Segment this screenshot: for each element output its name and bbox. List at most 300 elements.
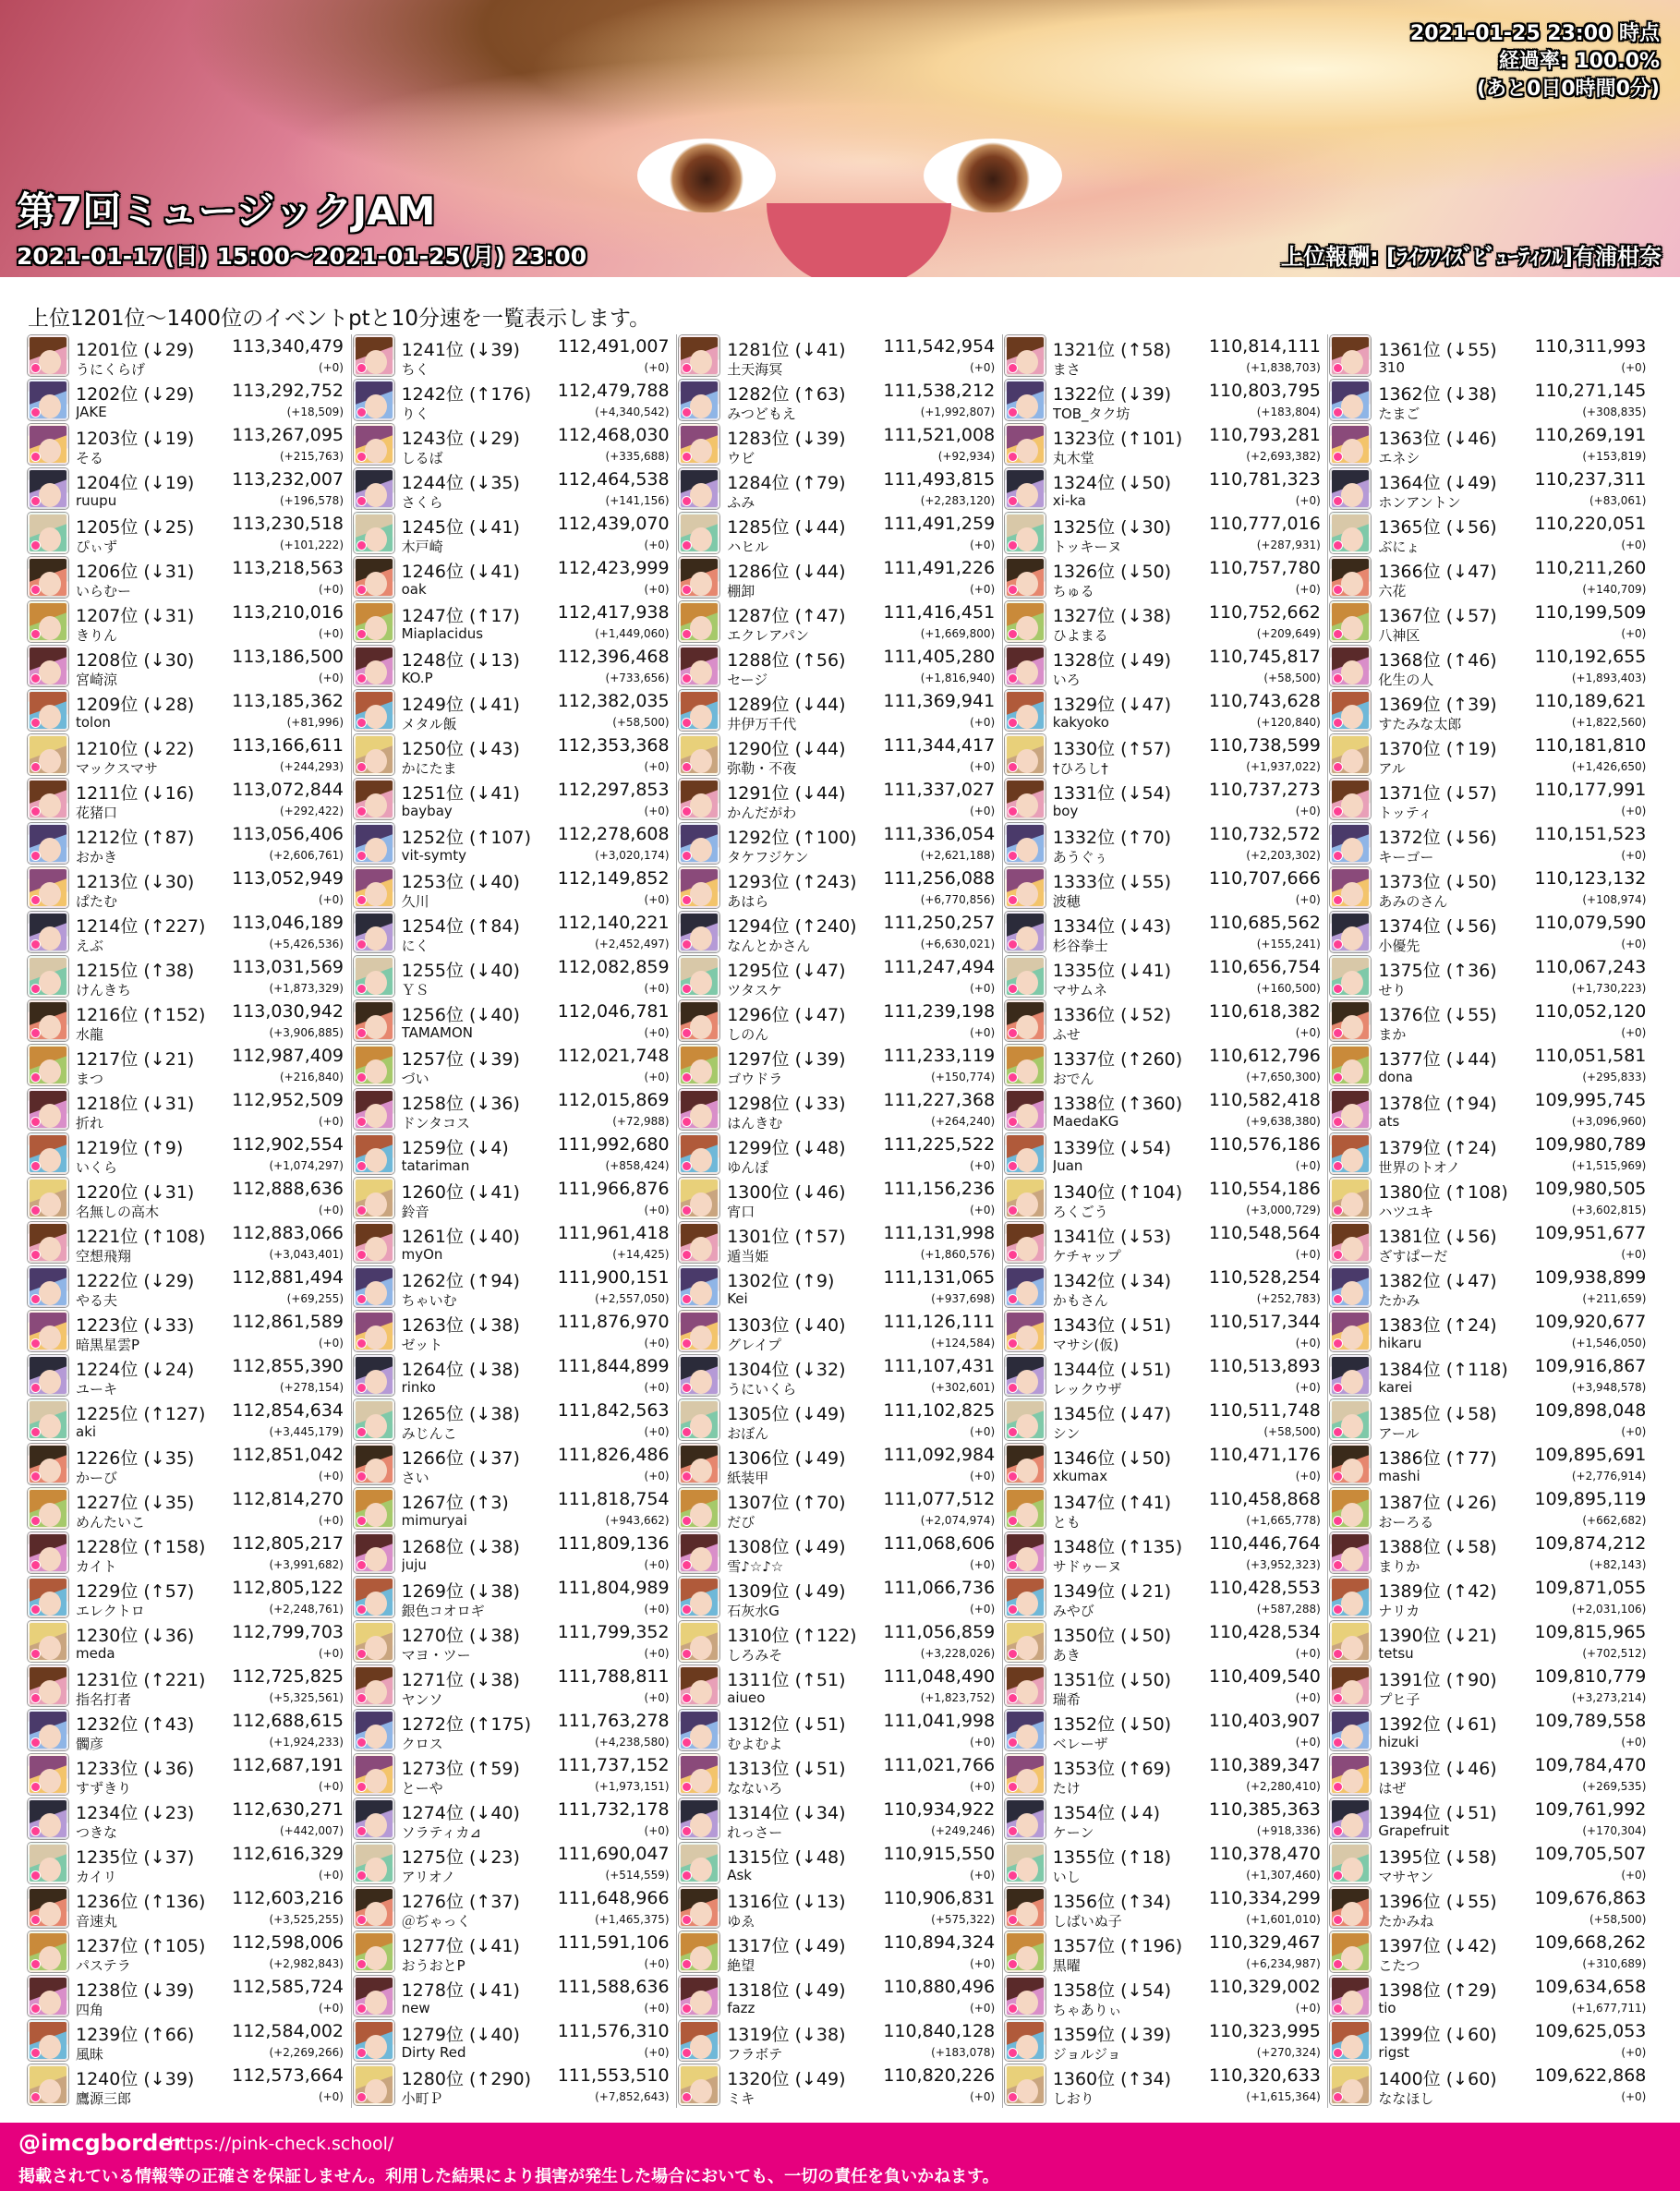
ten-minute-speed: (+0) — [970, 1425, 996, 1438]
portrait-face — [1341, 1237, 1363, 1261]
player-name: おぼん — [727, 1425, 769, 1442]
ranking-row — [1328, 2019, 1653, 2064]
portrait-face — [1341, 1547, 1363, 1571]
portrait-face — [365, 838, 387, 862]
attribute-badge-icon — [30, 895, 41, 905]
attribute-badge-icon — [357, 1072, 367, 1083]
player-name: みやび — [1052, 1603, 1094, 1619]
event-points: 113,072,844 — [232, 780, 344, 800]
attribute-badge-icon — [30, 1383, 41, 1393]
idol-portrait-icon — [1330, 1887, 1371, 1928]
ranking-row — [1328, 556, 1653, 600]
ranking-row — [677, 1221, 1002, 1265]
attribute-badge-icon — [1333, 496, 1343, 506]
rank-label: 1213位 (↓30) — [76, 872, 195, 892]
idol-portrait-icon — [1005, 1843, 1045, 1883]
player-name: Kei — [727, 1290, 748, 1307]
ranking-row — [1328, 1931, 1653, 1975]
attribute-badge-icon — [1333, 1072, 1343, 1083]
ranking-row — [677, 1931, 1002, 1975]
portrait-face — [39, 660, 61, 684]
idol-portrait-icon — [354, 1266, 394, 1307]
portrait-face — [1016, 1902, 1038, 1926]
ten-minute-speed: (+1,822,560) — [1571, 716, 1647, 729]
event-points: 110,814,111 — [1208, 336, 1321, 357]
portrait-face — [1016, 1503, 1038, 1527]
attribute-badge-icon — [1333, 1205, 1343, 1216]
portrait-face — [39, 2079, 61, 2103]
portrait-face — [1341, 1281, 1363, 1305]
ten-minute-speed: (+153,819) — [1582, 450, 1647, 463]
idol-portrait-icon — [1330, 1222, 1371, 1263]
idol-portrait-icon — [1330, 1000, 1371, 1041]
rank-label: 1228位 (↑158) — [76, 1537, 206, 1557]
ten-minute-speed: (+252,783) — [1256, 1292, 1321, 1305]
attribute-badge-icon — [682, 1693, 692, 1703]
rank-label: 1398位 (↑29) — [1378, 1980, 1497, 2001]
ten-minute-speed: (+2,621,188) — [920, 849, 996, 862]
ten-minute-speed: (+587,288) — [1256, 1603, 1321, 1616]
ranking-row — [352, 2019, 677, 2064]
idol-portrait-icon — [28, 1621, 68, 1662]
rank-label: 1262位 (↑94) — [401, 1271, 520, 1291]
attribute-badge-icon — [1333, 1028, 1343, 1038]
ten-minute-speed: (+2,452,497) — [595, 938, 670, 950]
ranking-row — [352, 866, 677, 911]
ten-minute-speed: (+120,840) — [1256, 716, 1321, 729]
player-name: しるば — [401, 450, 443, 466]
portrait-face — [690, 1237, 712, 1261]
event-points: 111,961,418 — [557, 1223, 670, 1243]
portrait-face — [39, 926, 61, 950]
ranking-row — [1328, 1798, 1653, 1842]
portrait-face — [39, 749, 61, 773]
ranking-row — [26, 1753, 351, 1798]
rank-label: 1269位 (↓38) — [401, 1581, 520, 1602]
rank-label: 1218位 (↓31) — [76, 1094, 195, 1114]
rank-label: 1348位 (↑135) — [1052, 1537, 1183, 1557]
portrait-face — [1341, 527, 1363, 551]
event-points: 112,799,703 — [232, 1622, 344, 1642]
attribute-badge-icon — [1333, 1471, 1343, 1482]
rank-label: 1365位 (↓56) — [1378, 517, 1497, 538]
attribute-badge-icon — [682, 1427, 692, 1437]
ten-minute-speed: (+0) — [970, 1780, 996, 1793]
ten-minute-speed: (+0) — [1621, 2046, 1647, 2059]
idol-portrait-icon — [1330, 1045, 1371, 1085]
portrait-face — [365, 1725, 387, 1749]
ten-minute-speed: (+0) — [1295, 494, 1321, 507]
ranking-row — [352, 512, 677, 556]
idol-portrait-icon — [354, 1089, 394, 1130]
ranking-row — [1003, 1221, 1328, 1265]
event-points: 111,225,522 — [883, 1134, 996, 1155]
ten-minute-speed: (+858,424) — [605, 1159, 670, 1172]
ranking-row — [26, 1842, 351, 1886]
event-points: 109,938,899 — [1534, 1267, 1647, 1288]
top-reward: 上位報酬: [ﾗｲﾌﾜｲｽﾞﾋﾞｭｰﾃｨﾌﾙ]有浦柑奈 — [1281, 244, 1662, 270]
ten-minute-speed: (+2,776,914) — [1571, 1470, 1647, 1483]
portrait-face — [365, 394, 387, 418]
ranking-row — [352, 1664, 677, 1709]
idol-portrait-icon — [1330, 557, 1371, 598]
portrait-face — [1016, 1459, 1038, 1483]
idol-portrait-icon — [28, 1266, 68, 1307]
portrait-face — [365, 1281, 387, 1305]
ten-minute-speed: (+0) — [1621, 1248, 1647, 1261]
rank-label: 1400位 (↓60) — [1378, 2069, 1497, 2089]
attribute-badge-icon — [682, 1737, 692, 1748]
attribute-badge-icon — [682, 1649, 692, 1659]
idol-portrait-icon — [28, 601, 68, 642]
idol-portrait-icon — [1005, 646, 1045, 686]
attribute-badge-icon — [30, 1338, 41, 1349]
player-name: すずきり — [76, 1780, 132, 1797]
rank-label: 1250位 (↓43) — [401, 739, 520, 759]
player-name: ぱたむ — [76, 893, 118, 910]
event-points: 113,232,007 — [232, 469, 344, 490]
ranking-column — [351, 334, 677, 2108]
idol-portrait-icon — [679, 1045, 719, 1085]
rank-label: 1310位 (↑122) — [727, 1626, 857, 1646]
attribute-badge-icon — [30, 540, 41, 551]
idol-portrait-icon — [28, 646, 68, 686]
rank-label: 1377位 (↓44) — [1378, 1049, 1497, 1070]
rank-label: 1290位 (↓44) — [727, 739, 846, 759]
ten-minute-speed: (+1,515,969) — [1571, 1159, 1647, 1172]
attribute-badge-icon — [357, 629, 367, 639]
event-points: 109,705,507 — [1534, 1844, 1647, 1864]
ranking-row — [677, 1620, 1002, 1664]
rank-label: 1257位 (↓39) — [401, 1049, 520, 1070]
ranking-row — [352, 1310, 677, 1354]
player-name: ちゅる — [1052, 583, 1094, 599]
ranking-row — [26, 467, 351, 512]
rank-label: 1261位 (↓40) — [401, 1227, 520, 1247]
idol-portrait-icon — [28, 424, 68, 465]
portrait-face — [1341, 882, 1363, 906]
idol-portrait-icon — [679, 1178, 719, 1218]
event-points: 110,199,509 — [1534, 602, 1647, 623]
idol-portrait-icon — [1005, 2020, 1045, 2061]
rank-label: 1379位 (↑24) — [1378, 1138, 1497, 1158]
event-points: 110,311,993 — [1534, 336, 1647, 357]
ten-minute-speed: (+0) — [318, 2002, 344, 2015]
idol-portrait-icon — [679, 646, 719, 686]
portrait-face — [690, 926, 712, 950]
ranking-row — [352, 556, 677, 600]
event-points: 111,576,310 — [557, 2021, 670, 2041]
ranking-row — [26, 1709, 351, 1753]
ranking-row — [1003, 600, 1328, 645]
rank-label: 1316位 (↓13) — [727, 1892, 846, 1912]
ten-minute-speed: (+1,937,022) — [1246, 760, 1321, 773]
ranking-row — [352, 1088, 677, 1132]
portrait-face — [1016, 749, 1038, 773]
event-points: 110,934,922 — [883, 1799, 996, 1820]
ranking-row — [1328, 423, 1653, 467]
portrait-face — [365, 1148, 387, 1172]
ranking-row — [26, 600, 351, 645]
portrait-face — [1016, 971, 1038, 995]
portrait-face — [1341, 1325, 1363, 1350]
portrait-face — [39, 838, 61, 862]
event-points: 110,409,540 — [1208, 1666, 1321, 1687]
rank-label: 1238位 (↓39) — [76, 1980, 195, 2001]
rank-label: 1390位 (↓21) — [1378, 1626, 1497, 1646]
idol-portrait-icon — [1330, 468, 1371, 509]
portrait-face — [39, 350, 61, 374]
player-name: メタル飯 — [401, 716, 457, 732]
ten-minute-speed: (+0) — [1621, 1736, 1647, 1749]
portrait-face — [365, 2035, 387, 2059]
portrait-face — [365, 1237, 387, 1261]
attribute-badge-icon — [682, 496, 692, 506]
ten-minute-speed: (+0) — [970, 1558, 996, 1571]
attribute-badge-icon — [30, 1959, 41, 1969]
ten-minute-speed: (+196,578) — [279, 494, 344, 507]
ten-minute-speed: (+295,833) — [1582, 1071, 1647, 1083]
idol-portrait-icon — [28, 734, 68, 775]
ranking-row — [352, 1709, 677, 1753]
attribute-badge-icon — [1333, 1959, 1343, 1969]
player-name: dona — [1378, 1069, 1413, 1085]
rank-label: 1352位 (↓50) — [1052, 1714, 1172, 1735]
player-name: あうぐぅ — [1052, 849, 1108, 866]
ten-minute-speed: (+2,248,761) — [269, 1603, 344, 1616]
site-url[interactable]: https://pink-check.school/ — [168, 2134, 394, 2154]
rank-label: 1323位 (↑101) — [1052, 429, 1183, 449]
attribute-badge-icon — [1008, 452, 1018, 462]
player-name: たかみ — [1378, 1292, 1420, 1309]
attribute-badge-icon — [30, 1427, 41, 1437]
player-name: しおり — [1052, 2090, 1094, 2107]
player-name: 小町Ｐ — [401, 2090, 443, 2107]
ten-minute-speed: (+0) — [644, 1204, 670, 1217]
player-name: マサシ(仮) — [1052, 1337, 1119, 1353]
idol-portrait-icon — [1330, 1488, 1371, 1529]
ten-minute-speed: (+0) — [970, 1204, 996, 1217]
player-name: 石灰水G — [727, 1603, 780, 1619]
attribute-badge-icon — [1333, 673, 1343, 684]
event-points: 110,743,628 — [1208, 691, 1321, 711]
ranking-row — [26, 1620, 351, 1664]
attribute-badge-icon — [30, 2048, 41, 2058]
player-name: ちく — [401, 361, 429, 378]
ten-minute-speed: (+1,860,576) — [920, 1248, 996, 1261]
portrait-face — [1016, 1636, 1038, 1660]
rank-label: 1313位 (↓51) — [727, 1759, 846, 1779]
event-points: 110,052,120 — [1534, 1001, 1647, 1022]
event-points: 111,247,494 — [883, 957, 996, 977]
portrait-face — [39, 1325, 61, 1350]
event-points: 110,685,562 — [1208, 913, 1321, 933]
ranking-row — [677, 1487, 1002, 1531]
ten-minute-speed: (+1,838,703) — [1246, 361, 1321, 374]
ten-minute-speed: (+0) — [318, 893, 344, 906]
ten-minute-speed: (+0) — [970, 760, 996, 773]
attribute-badge-icon — [357, 1205, 367, 1216]
player-name: 鷹源三郎 — [76, 2090, 132, 2107]
event-points: 110,554,186 — [1208, 1179, 1321, 1199]
ten-minute-speed: (+1,546,050) — [1571, 1337, 1647, 1350]
ranking-row — [26, 733, 351, 778]
event-points: 109,871,055 — [1534, 1578, 1647, 1598]
ten-minute-speed: (+0) — [1295, 1470, 1321, 1483]
player-name: いくら — [76, 1159, 118, 1176]
event-points: 111,256,088 — [883, 868, 996, 889]
rank-label: 1270位 (↓38) — [401, 1626, 520, 1646]
idol-portrait-icon — [28, 557, 68, 598]
player-name: 化生の人 — [1378, 672, 1434, 688]
attribute-badge-icon — [1008, 1737, 1018, 1748]
attribute-badge-icon — [1008, 939, 1018, 950]
ten-minute-speed: (+0) — [1295, 1248, 1321, 1261]
ten-minute-speed: (+1,816,940) — [920, 672, 996, 684]
rank-label: 1368位 (↑46) — [1378, 650, 1497, 671]
ranking-row — [26, 778, 351, 822]
portrait-face — [1016, 483, 1038, 507]
attribute-badge-icon — [1333, 407, 1343, 418]
portrait-face — [1016, 882, 1038, 906]
player-name: かもさん — [1052, 1292, 1108, 1309]
ten-minute-speed: (+3,602,815) — [1571, 1204, 1647, 1217]
idol-portrait-icon — [1330, 1399, 1371, 1440]
rank-label: 1305位 (↓49) — [727, 1404, 846, 1424]
portrait-face — [1341, 2079, 1363, 2103]
event-points: 111,799,352 — [557, 1622, 670, 1642]
player-name: 世界のトオノ — [1378, 1159, 1461, 1176]
idol-portrait-icon — [1330, 867, 1371, 908]
event-points: 111,250,257 — [883, 913, 996, 933]
rank-label: 1350位 (↓50) — [1052, 1626, 1172, 1646]
ranking-row — [1003, 1886, 1328, 1931]
event-points: 111,844,899 — [557, 1356, 670, 1376]
ranking-row — [352, 1265, 677, 1310]
ten-minute-speed: (+2,203,302) — [1246, 849, 1321, 862]
event-points: 110,777,016 — [1208, 514, 1321, 534]
ten-minute-speed: (+0) — [1621, 849, 1647, 862]
event-points: 109,980,505 — [1534, 1179, 1647, 1199]
idol-portrait-icon — [1330, 1976, 1371, 2016]
attribute-badge-icon — [1333, 1693, 1343, 1703]
idol-portrait-icon — [28, 1532, 68, 1573]
event-points: 110,177,991 — [1534, 780, 1647, 800]
player-name: 310 — [1378, 359, 1406, 376]
ranking-row — [1328, 1487, 1653, 1531]
event-points: 111,521,008 — [883, 425, 996, 445]
event-points: 113,031,569 — [232, 957, 344, 977]
rank-label: 1245位 (↓41) — [401, 517, 520, 538]
rank-label: 1295位 (↓47) — [727, 961, 846, 981]
attribute-badge-icon — [30, 363, 41, 373]
event-points: 111,239,198 — [883, 1001, 996, 1022]
ten-minute-speed: (+0) — [1295, 2002, 1321, 2015]
ranking-row — [677, 1088, 1002, 1132]
player-name: 銀色コオロギ — [401, 1603, 485, 1619]
rank-label: 1258位 (↓36) — [401, 1094, 520, 1114]
event-points: 111,826,486 — [557, 1445, 670, 1465]
idol-portrait-icon — [679, 335, 719, 376]
ten-minute-speed: (+2,606,761) — [269, 849, 344, 862]
portrait-face — [39, 1370, 61, 1394]
attribute-badge-icon — [682, 806, 692, 817]
idol-portrait-icon — [1330, 646, 1371, 686]
ranking-row — [352, 379, 677, 423]
ten-minute-speed: (+183,804) — [1256, 406, 1321, 418]
ten-minute-speed: (+0) — [644, 1071, 670, 1083]
rank-label: 1212位 (↑87) — [76, 828, 195, 848]
event-points: 112,616,329 — [232, 1844, 344, 1864]
event-points: 113,210,016 — [232, 602, 344, 623]
ranking-row — [1328, 1576, 1653, 1620]
event-points: 109,784,470 — [1534, 1755, 1647, 1775]
event-points: 109,916,867 — [1534, 1356, 1647, 1376]
portrait-face — [365, 1503, 387, 1527]
ten-minute-speed: (+2,982,843) — [269, 1957, 344, 1970]
portrait-face — [690, 793, 712, 817]
player-name: フラボテ — [727, 2046, 783, 2063]
portrait-face — [39, 616, 61, 640]
ten-minute-speed: (+0) — [1621, 361, 1647, 374]
player-name: たかみね — [1378, 1913, 1434, 1930]
rank-label: 1345位 (↓47) — [1052, 1404, 1172, 1424]
ranking-column — [26, 334, 351, 2108]
rank-label: 1318位 (↓49) — [727, 1980, 846, 2001]
ten-minute-speed: (+7,650,300) — [1246, 1071, 1321, 1083]
idol-portrait-icon — [1330, 2064, 1371, 2105]
attribute-badge-icon — [357, 939, 367, 950]
idol-portrait-icon — [354, 601, 394, 642]
ranking-row — [352, 778, 677, 822]
player-name: まりか — [1378, 1558, 1420, 1575]
rank-label: 1214位 (↑227) — [76, 916, 206, 937]
portrait-face — [690, 1015, 712, 1039]
ten-minute-speed: (+3,445,179) — [269, 1425, 344, 1438]
portrait-face — [1016, 1725, 1038, 1749]
player-name: 小優先 — [1378, 938, 1420, 954]
ten-minute-speed: (+0) — [318, 627, 344, 640]
player-name: 六花 — [1378, 583, 1407, 599]
event-points: 110,329,002 — [1208, 1977, 1321, 1997]
rank-label: 1232位 (↑43) — [76, 1714, 195, 1735]
event-points: 110,880,496 — [883, 1977, 996, 1997]
rank-label: 1387位 (↓26) — [1378, 1493, 1497, 1513]
attribute-badge-icon — [357, 718, 367, 728]
ten-minute-speed: (+264,240) — [931, 1115, 996, 1128]
player-name: 鈴音 — [401, 1204, 429, 1220]
ranking-row — [1003, 379, 1328, 423]
rank-label: 1284位 (↑79) — [727, 473, 846, 493]
idol-portrait-icon — [1330, 1444, 1371, 1484]
event-points: 111,048,490 — [883, 1666, 996, 1687]
ranking-row — [1003, 955, 1328, 999]
event-points: 110,612,796 — [1208, 1046, 1321, 1066]
event-points: 112,861,589 — [232, 1312, 344, 1332]
player-name: 棚卸 — [727, 583, 755, 599]
rank-label: 1372位 (↓56) — [1378, 828, 1497, 848]
attribute-badge-icon — [357, 1161, 367, 1171]
ten-minute-speed: (+216,840) — [279, 1071, 344, 1083]
idol-portrait-icon — [1005, 867, 1045, 908]
twitter-handle[interactable]: @imcgborder — [18, 2130, 185, 2156]
ranking-row — [677, 1177, 1002, 1221]
player-name: エクレアパン — [727, 627, 809, 644]
rank-label: 1231位 (↑221) — [76, 1670, 206, 1690]
idol-portrait-icon — [679, 513, 719, 553]
ten-minute-speed: (+292,422) — [279, 805, 344, 817]
ranking-row — [1328, 2064, 1653, 2108]
